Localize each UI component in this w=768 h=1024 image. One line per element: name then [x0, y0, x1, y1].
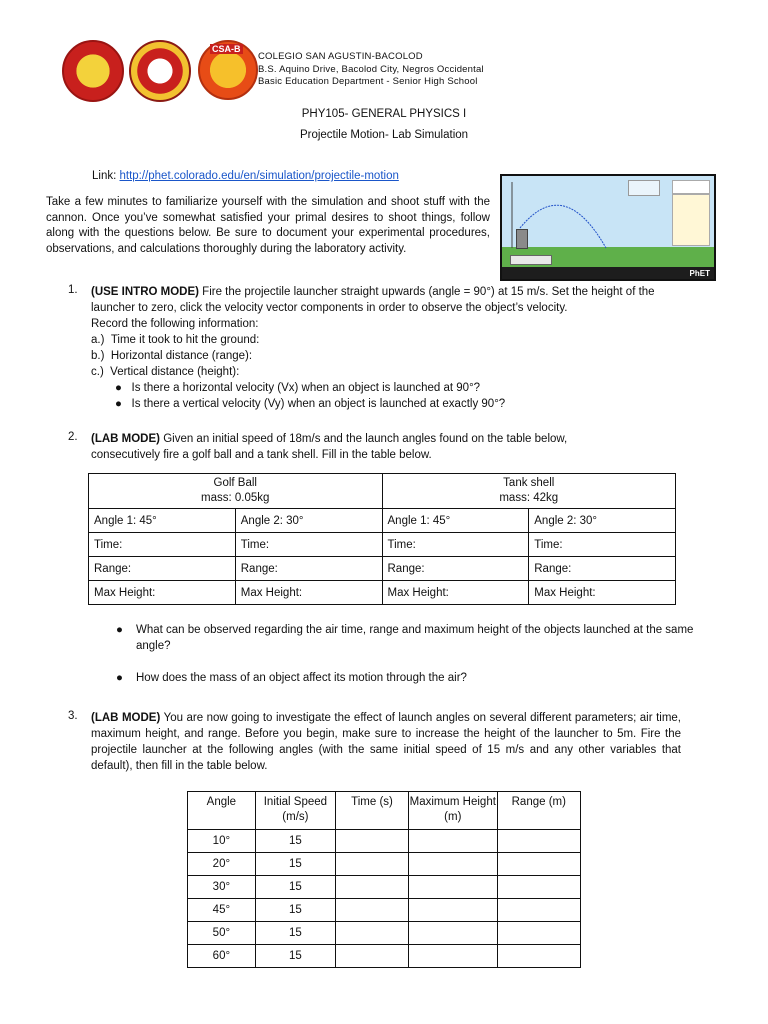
school-crest-logo	[129, 40, 191, 102]
document-title: Projectile Motion- Lab Simulation	[299, 129, 469, 141]
question-2-lead: (LAB MODE)	[91, 433, 160, 445]
q1-item-c	[91, 364, 681, 380]
table-cell: 15	[255, 922, 335, 945]
table-row	[89, 509, 676, 533]
tank-shell-header	[382, 474, 676, 509]
question-3-body: You are now going to investigate the effect of launch angles on several different parameters; air time, maximum height, and range. Before you begin, make sure to increase the height of the launcher to 5m. Fire the projectile launcher at the following angles (with the same initial speed of 15 m/s and any other variables that default), then fill in the table below.	[91, 712, 681, 772]
q1-bullet-2-text: Is there a vertical velocity (Vy) when an object is launched at exactly 90°?	[131, 398, 506, 410]
table-cell: 10°	[188, 830, 256, 853]
table-cell: 15	[255, 899, 335, 922]
bullet-icon: ●	[115, 382, 122, 394]
school-seal-logo	[62, 40, 124, 102]
table-cell: Angle 1: 45°	[382, 509, 529, 533]
table-cell	[497, 899, 580, 922]
bullet-icon: ●	[115, 398, 122, 410]
header-time: Time (s)	[336, 792, 409, 830]
q1-bullet-2	[91, 396, 681, 412]
table-cell	[408, 945, 497, 968]
table-cell: Max Height:	[235, 581, 382, 605]
question-2-number: 2.	[68, 431, 78, 443]
q1-item-a	[91, 332, 681, 348]
header-range: Range (m)	[497, 792, 580, 830]
table-cell: Angle 2: 30°	[235, 509, 382, 533]
table-cell: 15	[255, 876, 335, 899]
table-cell: Range:	[382, 557, 529, 581]
table-cell: Time:	[382, 533, 529, 557]
table-header-row	[188, 792, 581, 830]
q1-item-c-mark: c.)	[91, 366, 104, 378]
table-row	[188, 830, 581, 853]
question-3-number: 3.	[68, 710, 78, 722]
table-cell: Angle 1: 45°	[89, 509, 236, 533]
table-cell	[408, 922, 497, 945]
table-cell: Max Height:	[382, 581, 529, 605]
sim-controls	[510, 255, 552, 265]
intro-paragraph: Take a few minutes to familiarize yourself with the simulation and shoot stuff with the cannon. Once you’ve somewhat satisfied your primal desires to shoot things, follow along with the questions below. Be sure to document your experimental procedures, observations, and calculations thoroughly during the laboratory activity.	[46, 196, 490, 255]
table-row	[188, 876, 581, 899]
course-title: PHY105- GENERAL PHYSICS I	[301, 108, 467, 120]
golf-ball-mass: mass: 0.05kg	[201, 492, 270, 504]
phet-logo: PhET	[689, 269, 710, 278]
q1-item-b	[91, 348, 681, 364]
table-cell	[497, 853, 580, 876]
golf-ball-header	[89, 474, 383, 509]
header-initial-speed: Initial Speed (m/s)	[255, 792, 335, 830]
table-cell	[336, 853, 409, 876]
table-cell	[497, 876, 580, 899]
question-2-body: Given an initial speed of 18m/s and the launch angles found on the table below, consecutively fire a golf ball and a tank shell. Fill in the table below.	[91, 433, 568, 461]
table-cell: Time:	[89, 533, 236, 557]
q1-item-a-mark: a.)	[91, 334, 105, 346]
link-label: Link:	[92, 170, 117, 182]
table-cell	[497, 945, 580, 968]
table-cell	[336, 922, 409, 945]
launch-angle-table	[187, 791, 581, 968]
table-cell: 60°	[188, 945, 256, 968]
question-1-record: Record the following information:	[91, 318, 259, 330]
institution-department: Basic Education Department - Senior High School	[258, 76, 478, 87]
institution-address: B.S. Aquino Drive, Bacolod City, Negros Occidental	[258, 63, 484, 75]
q1-item-a-text: Time it took to hit the ground:	[110, 334, 260, 346]
simulation-link[interactable]: http://phet.colorado.edu/en/simulation/projectile-motion	[119, 170, 399, 182]
table-row	[188, 899, 581, 922]
q1-bullet-1-text: Is there a horizontal velocity (Vx) when an object is launched at 90°?	[131, 382, 481, 394]
table-cell: 45°	[188, 899, 256, 922]
table-cell: Range:	[529, 557, 676, 581]
table-cell: Range:	[89, 557, 236, 581]
q2-question-2-text: How does the mass of an object affect its motion through the air?	[136, 672, 467, 684]
institution-block	[258, 51, 484, 89]
table-cell: 15	[255, 853, 335, 876]
table-row	[188, 922, 581, 945]
csab-logo-text: CSA-B	[212, 44, 241, 54]
table-cell: 50°	[188, 922, 256, 945]
projectile-mass-table	[88, 473, 676, 605]
link-line	[92, 170, 399, 182]
q2-question-1-text: What can be observed regarding the air time, range and maximum height of the objects launched at the same angle?	[136, 624, 694, 652]
table-cell: 15	[255, 830, 335, 853]
q1-item-c-text: Vertical distance (height):	[110, 366, 240, 378]
table-cell	[408, 876, 497, 899]
table-cell	[408, 830, 497, 853]
table-cell: 20°	[188, 853, 256, 876]
table-cell: Max Height:	[529, 581, 676, 605]
tank-shell-name: Tank shell	[503, 477, 555, 489]
table-cell	[408, 899, 497, 922]
table-cell	[336, 830, 409, 853]
table-cell: Time:	[235, 533, 382, 557]
table-cell: Range:	[235, 557, 382, 581]
header-max-height: Maximum Height (m)	[408, 792, 497, 830]
table-row	[89, 581, 676, 605]
table-cell	[336, 876, 409, 899]
table-cell: Max Height:	[89, 581, 236, 605]
sim-cannon	[516, 229, 528, 249]
table-cell	[497, 830, 580, 853]
question-3-text	[91, 710, 681, 774]
header-angle: Angle	[188, 792, 256, 830]
simulation-screenshot	[500, 174, 716, 281]
table-cell: Angle 2: 30°	[529, 509, 676, 533]
table-row	[89, 557, 676, 581]
golf-ball-name: Golf Ball	[213, 477, 257, 489]
tank-shell-mass: mass: 42kg	[499, 492, 559, 504]
table-cell: 15	[255, 945, 335, 968]
q1-item-b-mark: b.)	[91, 350, 105, 362]
question-3-lead: (LAB MODE)	[91, 712, 161, 724]
question-1-body: Fire the projectile launcher straight upwards (angle = 90°) at 15 m/s. Set the height of the launcher to zero, click the velocity vector components in order to observe the object’s velocity.	[91, 286, 655, 314]
question-1-lead: (USE INTRO MODE)	[91, 286, 199, 298]
q1-bullet-1	[91, 380, 681, 396]
table-row	[188, 945, 581, 968]
table-cell	[336, 899, 409, 922]
table-cell	[497, 922, 580, 945]
table-row	[188, 853, 581, 876]
institution-name: COLEGIO SAN AGUSTIN-BACOLOD	[258, 51, 423, 62]
csab-logo	[198, 40, 258, 100]
table-cell: 30°	[188, 876, 256, 899]
question-1-number: 1.	[68, 284, 78, 296]
table-cell: Time:	[529, 533, 676, 557]
table-cell	[336, 945, 409, 968]
question-2-text	[91, 431, 611, 463]
bullet-icon: ●	[116, 624, 123, 636]
table-cell	[408, 853, 497, 876]
q1-item-b-text: Horizontal distance (range):	[110, 350, 253, 362]
bullet-icon: ●	[116, 672, 123, 684]
table-row	[89, 533, 676, 557]
question-1-text	[91, 284, 681, 412]
